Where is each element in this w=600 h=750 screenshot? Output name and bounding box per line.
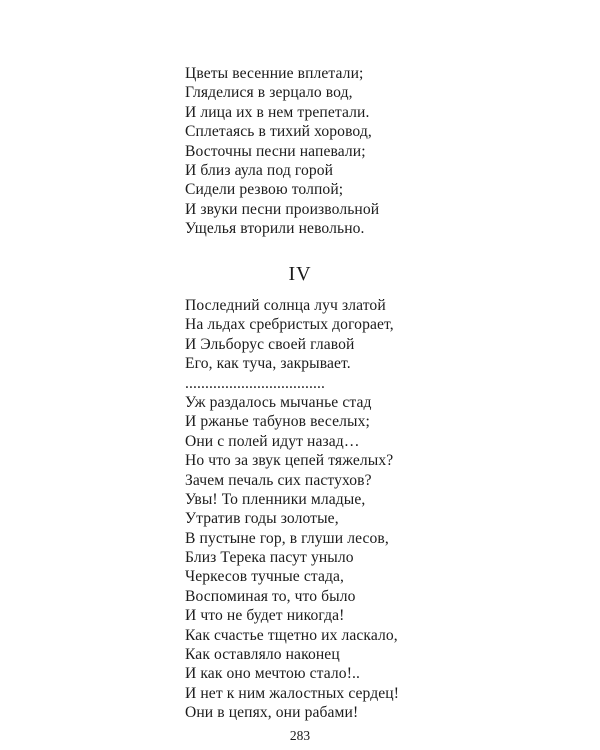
verse-line: И Эльборус своей главой — [185, 335, 355, 353]
section-number: IV — [288, 263, 312, 285]
verse-line: Последний солнца луч златой — [185, 297, 386, 314]
verse-line: Близ Терека пасут уныло — [185, 549, 354, 567]
verse-line: Гляделися в зерцало вод, — [185, 84, 353, 102]
verse-line: Уж раздалось мычанье стад — [185, 393, 372, 411]
ellipsis-line: ................................... — [185, 374, 325, 392]
stanza-2 — [185, 296, 399, 723]
verse-line: На льдах сребристых догорает, — [185, 316, 394, 334]
page-number: 283 — [289, 728, 311, 743]
verse-line: Цветы весенние вплетали; — [185, 65, 364, 82]
verse-line: И как оно мечтою стало!.. — [185, 665, 360, 683]
verse-line: И близ аула под горой — [185, 161, 334, 179]
verse-line: Воспоминая то, что было — [185, 587, 356, 605]
verse-line: Черкесов тучные стада, — [185, 568, 345, 586]
verse-line: Они в цепях, они рабами! — [185, 704, 359, 722]
verse-line: И звуки песни произвольной — [185, 200, 380, 218]
verse-line: И лица их в нем трепетали. — [185, 103, 370, 121]
verse-line: Восточны песни напевали; — [185, 142, 366, 160]
verse-line: Но что за звук цепей тяжелых? — [185, 452, 394, 470]
verse-line: Ущелья вторили невольно. — [185, 220, 365, 238]
verse-line: И ржанье табунов веселых; — [185, 413, 370, 431]
verse-line: И нет к ним жалостных сердец! — [185, 684, 400, 702]
verse-line: Зачем печаль сих пастухов? — [185, 471, 372, 489]
verse-line: Как счастье тщетно их ласкало, — [185, 626, 398, 644]
verse-line: Его, как туча, закрывает. — [185, 355, 351, 373]
stanza-1 — [185, 64, 379, 239]
verse-line: Сидели резвою толпой; — [185, 181, 344, 199]
verse-line: Увы! То пленники младые, — [185, 490, 366, 508]
verse-line: В пустыне гор, в глуши лесов, — [185, 529, 389, 547]
verse-line: Они с полей идут назад… — [185, 432, 360, 450]
verse-line: Сплетаясь в тихий хоровод, — [185, 123, 372, 141]
verse-line: Утратив годы золотые, — [185, 510, 339, 528]
verse-line: Как оставляло наконец — [185, 646, 340, 664]
verse-line: И что не будет никогда! — [185, 607, 345, 625]
